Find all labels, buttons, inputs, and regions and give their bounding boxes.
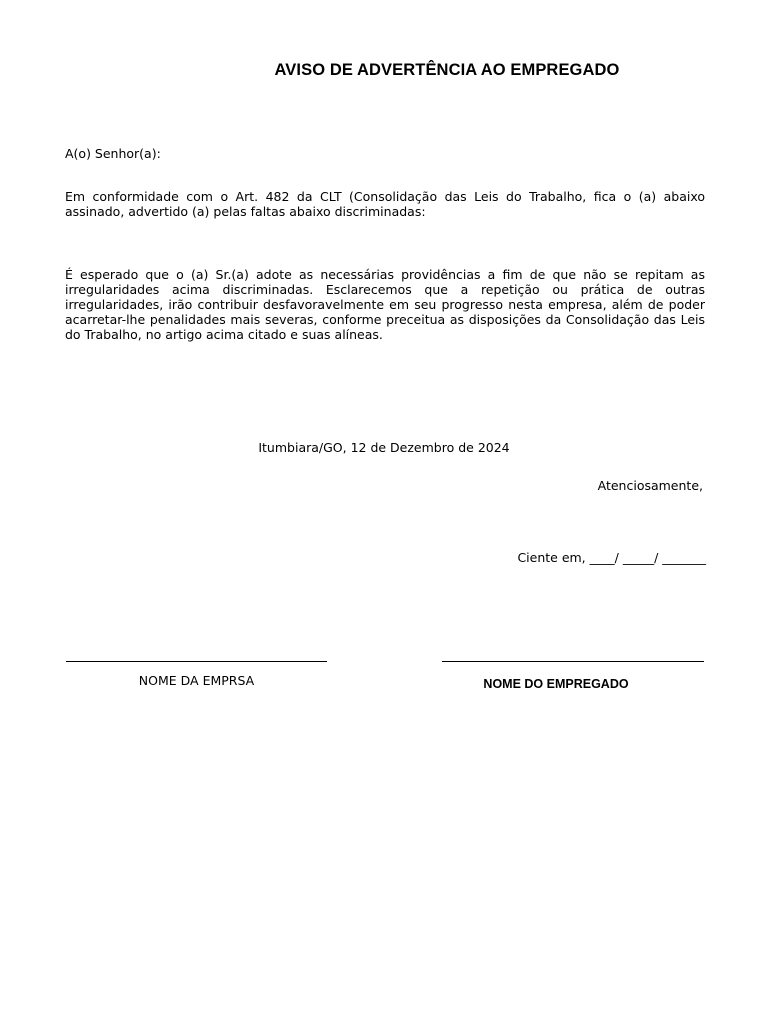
place-date: Itumbiara/GO, 12 de Dezembro de 2024 <box>258 440 510 455</box>
paragraph-notice: Em conformidade com o Art. 482 da CLT (Consolidação das Leis do Trabalho, fica o (a) abaixo assinado, advertido (a) pelas faltas abaixo discriminadas: <box>65 189 705 219</box>
company-signature-label: NOME DA EMPRSA <box>138 673 255 688</box>
salutation: A(o) Senhor(a): <box>65 146 161 161</box>
paragraph-expectations: É esperado que o (a) Sr.(a) adote as necessárias providências a fim de que não se repitam as irregularidades acima discriminadas. Esclarecemos que a repetição ou prática de outras irregularidades, irão contribuir desfavoravelmente em seu progresso nesta empresa, além de poder acarretar-lhe penalidades mais severas, conforme preceitua as disposições da Consolidação das Leis do Trabalho, no artigo acima citado e suas alíneas. <box>65 267 705 342</box>
employee-signature-line <box>442 661 704 662</box>
acknowledgement-date-line: Ciente em, ____/ _____/ _______ <box>517 550 706 565</box>
closing: Atenciosamente, <box>597 478 703 493</box>
document-title: AVISO DE ADVERTÊNCIA AO EMPREGADO <box>274 61 620 79</box>
employee-signature-label: NOME DO EMPREGADO <box>483 677 629 691</box>
company-signature-line <box>66 661 327 662</box>
